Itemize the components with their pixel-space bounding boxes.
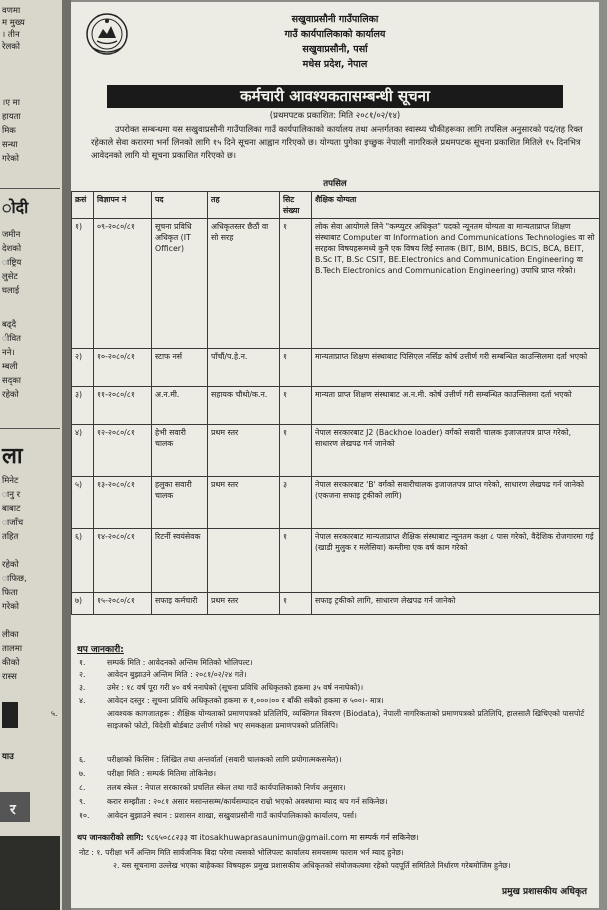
adjacent-text-line: फिता xyxy=(2,588,18,598)
municipality-name: सखुवाप्रसौनी गाउँपालिका xyxy=(291,14,379,25)
cell-seats: १ xyxy=(280,219,312,349)
info-item xyxy=(79,657,591,669)
cell-seats: ३ xyxy=(280,477,312,529)
contact-label: थप जानकारीको लागि: xyxy=(77,833,144,842)
info-item xyxy=(79,810,591,822)
info-item-number: ४. xyxy=(79,696,86,705)
adjacent-text-line: गरेको xyxy=(2,154,19,164)
info-item-text: करार सम्झौता : २०८१ असार मसान्तसम्म/कार्यसम्पादन राम्रो भएको अवस्थामा म्याद थप गर्न सकिनेछ। xyxy=(107,797,388,806)
table-row xyxy=(72,219,600,349)
cell-adv-no: ११-२०८०/८१ xyxy=(94,387,152,425)
office-name: गाउँ कार्यपालिकाको कार्यालय xyxy=(284,29,386,40)
cell-qualification: नेपाल सरकारबाट मान्यताप्राप्त शैक्षिक संस्थाबाट न्यूनतम कक्षा ८ पास गरेको, वैदेशिक रोजगारमा गई (खाडी मुलुक र मलेसिया) कम्तीमा एक वर्ष काम गरेको xyxy=(312,529,600,593)
notice-title: कर्मचारी आवश्यकतासम्बन्धी सूचना xyxy=(107,85,563,108)
adjacent-text-line: ।ए मा xyxy=(2,98,20,108)
publication-date: (प्रथमपटक प्रकाशित: मिति २०८१/०२/१४) xyxy=(269,111,401,121)
info-item xyxy=(79,682,591,694)
cell-post: हेभी सवारी चालक xyxy=(152,425,208,477)
cell-sn: ४) xyxy=(72,425,94,477)
info-item-text: आवेदन बुझाउने स्थान : प्रशासन शाखा, सखुवाप्रसौनी गाउँ कार्यपालिकाको कार्यालय, पर्सा। xyxy=(107,811,357,820)
table-row xyxy=(72,529,600,593)
info-item-text: तलब स्केल : नेपाल सरकारको प्रचलित स्केल तथा गाउँ कार्यपालिकाको निर्णय अनुसार। xyxy=(107,783,346,792)
info-item-text: आवेदन बुझाउने अन्तिम मिति : २०८१/०२/२४ गते। xyxy=(107,670,247,679)
page-fold-shadow xyxy=(62,0,71,910)
cell-level xyxy=(208,529,280,593)
adjacent-text-line: कीको xyxy=(2,658,20,668)
cell-qualification: नेपाल सरकारबाट J2 (Backhoe loader) वर्गको सवारी चालक इजाजतपत्र प्राप्त गरेको, साधारण लेखपढ गर्न जानेको xyxy=(312,425,600,477)
adjacent-text-line: मिनेट xyxy=(2,476,19,486)
note-item: नोट : १. परीक्षा भर्ने अन्तिम मिति सार्वजनिक बिदा परेमा त्यसको भोलिपल्ट कार्यालय समयसम्म फाराम भर्न म्याद हुनेछ। xyxy=(79,848,404,857)
cell-qualification: सफाइ ट्रकीको लागि, साधारण लेखपढ गर्न जानेको xyxy=(312,593,600,615)
cell-post: सूचना प्रविधि अधिकृत (IT Officer) xyxy=(152,219,208,349)
adjacent-text-line: गरेको xyxy=(2,602,19,612)
intro-paragraph: उपरोक्त सम्बन्धमा यस सखुवाप्रसौनी गाउँपालिका गाउँ कार्यपालिकाको कार्यालय तथा अन्तर्गतका स्वास्थ्य चौकीहरूका लागि तपसिल अनुसारको पद/तह रिक्त रहेकाले सेवा करारमा भर्ना लिनको लागि १५ दिने सूचना आह्वान गरिएको छ। योग्यता पुगेका इच्छुक नेपाली नागरिकले प्रथमपटक सूचना प्रकाशित मितिले १५ दिनभित्र आवेदनको लागि यो सूचना प्रकाशित गरिएको छ। xyxy=(91,124,583,160)
info-item-text: उमेर : १८ वर्ष पूरा गरी ४० वर्ष ननाघेको (सूचना प्रविधि अधिकृतको हकमा ३५ वर्ष ननाघेको)। xyxy=(107,683,364,692)
adjacent-text-line: जमीन xyxy=(2,230,21,240)
cell-qualification: लोक सेवा आयोगले लिने "कम्प्युटर अधिकृत" पदको न्यूनतम योग्यता वा मान्यताप्राप्त शिक्षण संस्थाबाट Computer वा Information and Communications Technologies वा सो सरहका विषयहरूमध्ये कुनै एक विषय लिई स्नातक (BIT, BIM, BBIS, BCIS, BCA, BEIT, B.Sc IT, B.Sc CSIT, BE.Electronics and Communication Engineering वा B.Tech Electronics and Communication Engineering) उपाधि प्राप्त गरेको। xyxy=(312,219,600,349)
cell-adv-no: १३-२०८०/८१ xyxy=(94,477,152,529)
more-info-heading: थप जानकारी: xyxy=(77,645,124,655)
adjacent-text-line: वणमा xyxy=(2,6,21,16)
cell-post: स्टाफ नर्स xyxy=(152,349,208,387)
cell-post: रिटर्नी स्वयंसेवक xyxy=(152,529,208,593)
adjacent-text-line: बढ्दै xyxy=(2,320,17,330)
cell-level: प्रथम स्तर xyxy=(208,477,280,529)
cell-qualification: मान्यताप्राप्त शिक्षण संस्थाबाट पिसिएल नर्सिङ कोर्ष उत्तीर्ण गरी सम्बन्धित काउन्सिलमा दर्ता भएको xyxy=(312,349,600,387)
cell-post: अ.न.मी. xyxy=(152,387,208,425)
cell-sn: १) xyxy=(72,219,94,349)
cell-seats: १ xyxy=(280,387,312,425)
adjacent-text-line: । तीन xyxy=(2,30,20,40)
cell-sn: ६) xyxy=(72,529,94,593)
adjacent-text-line: रहेको xyxy=(2,560,19,570)
province-name: मधेस प्रदेश, नेपाल xyxy=(302,59,368,70)
cell-adv-no: ०९-२०८०/८१ xyxy=(94,219,152,349)
note-item: २. यस सूचनामा उल्लेख भएका बाहेकका विषयहरू प्रमुख प्रशासकीय अधिकृतको संयोजकत्वमा रहेको पदपूर्ति समितिले निर्धारण गरेबमोजिम हुनेछ। xyxy=(113,861,511,870)
column-header: विज्ञापन नं xyxy=(94,192,152,219)
cell-level: सहायक चौथो/क.न. xyxy=(208,387,280,425)
table-row xyxy=(72,593,600,615)
cell-seats: १ xyxy=(280,425,312,477)
table-row xyxy=(72,387,600,425)
column-header: शैक्षिक योग्यता xyxy=(312,192,600,219)
info-item-text: परीक्षा मिति : सम्पर्क मितिमा तोकिनेछ। xyxy=(107,769,217,778)
cell-level: प्रथम स्तर xyxy=(208,425,280,477)
cell-post: हलुका सवारी चालक xyxy=(152,477,208,529)
annex-label: तपसिल xyxy=(323,179,347,189)
adjacent-text-line: लीका xyxy=(2,630,19,640)
adjacent-heading: र xyxy=(10,802,16,818)
info-item xyxy=(79,754,591,766)
info-item xyxy=(79,669,591,681)
info-item-text: आवेदन दस्तुर : सूचना प्रविधि अधिकृतको हकमा रु १,०००।०० र बाँकी सबैको हकमा रु ५००।- मात्र। xyxy=(107,696,384,705)
info-item-number: ५. xyxy=(51,709,58,718)
column-header: क्रसं xyxy=(72,192,94,219)
notice-paper xyxy=(51,2,599,908)
info-item-number: ६. xyxy=(79,755,86,764)
adjacent-text-line: हायता xyxy=(2,112,21,122)
info-item-number: १. xyxy=(79,658,86,667)
cell-level: पाँचौं/प.हे.न. xyxy=(208,349,280,387)
cell-level: अधिकृतस्तर छैठौं वा सो सरह xyxy=(208,219,280,349)
adjacent-text-line: रेलको xyxy=(2,42,20,52)
adjacent-text-line: तालमा xyxy=(2,644,23,654)
adjacent-text-line: तहित xyxy=(2,532,19,542)
cell-seats: १ xyxy=(280,349,312,387)
info-item xyxy=(51,708,591,732)
table-header-row xyxy=(72,192,600,219)
info-item-number: ७. xyxy=(79,769,86,778)
adjacent-dark-area xyxy=(0,836,60,910)
adjacent-text-line: ाफिछ, xyxy=(2,574,27,584)
adjacent-column xyxy=(0,0,62,910)
cell-sn: ७) xyxy=(72,593,94,615)
adjacent-text-line: बाबाट xyxy=(2,504,21,514)
cell-adv-no: १४-२०८०/८१ xyxy=(94,529,152,593)
info-item xyxy=(79,768,591,780)
adjacent-text-line: लुसेट xyxy=(2,272,18,282)
info-item xyxy=(79,796,591,808)
vacancy-table xyxy=(71,191,600,615)
table-row xyxy=(72,425,600,477)
adjacent-text-line: रहेको xyxy=(2,390,19,400)
table-row xyxy=(72,477,600,529)
info-item-number: २. xyxy=(79,670,86,679)
cell-qualification: नेपाल सरकारबाट 'B' वर्गको सवारीचालक इजाजतपत्र प्राप्त गरेको, साधारण लेखपढ गर्न जानेको (एकजना सफाइ ट्रकीको लागि) xyxy=(312,477,600,529)
contact-details[interactable]: ९८६५०८८२३३ वा itosakhuwaprasaunimun@gmail.com मा सम्पर्क गर्न सकिनेछ। xyxy=(146,833,419,842)
cell-qualification: मान्यता प्राप्त शिक्षण संस्थाबाट अ.न.मी. कोर्ष उत्तीर्ण गरी सम्बन्धित काउन्सिलमा दर्ता भएको xyxy=(312,387,600,425)
column-header: सिट संख्या xyxy=(280,192,312,219)
info-item-number: १०. xyxy=(79,811,90,820)
adjacent-heading: ला xyxy=(2,444,23,469)
column-header: तह xyxy=(208,192,280,219)
adjacent-text-line: ानु र xyxy=(2,490,21,500)
info-item-number: ८. xyxy=(79,783,86,792)
cell-adv-no: १२-२०८०/८१ xyxy=(94,425,152,477)
adjacent-text-line: घलाई xyxy=(2,286,20,296)
info-item xyxy=(79,695,591,707)
adjacent-divider xyxy=(0,188,60,189)
cell-seats: १ xyxy=(280,593,312,615)
table-row xyxy=(72,349,600,387)
cell-sn: ३) xyxy=(72,387,94,425)
cell-adv-no: १०-२०८०/८१ xyxy=(94,349,152,387)
adjacent-text-line: म्बली xyxy=(2,362,18,372)
info-item xyxy=(79,782,591,794)
adjacent-text-line: सन्धा xyxy=(2,140,18,150)
adjacent-text-line: ाजाँच xyxy=(2,518,24,528)
office-location: सखुवाप्रसौनी, पर्सा xyxy=(302,44,368,55)
adjacent-divider xyxy=(0,428,60,429)
info-item-number: ९. xyxy=(79,797,86,806)
adjacent-text-line: देशको xyxy=(2,244,22,254)
cell-level: प्रथम स्तर xyxy=(208,593,280,615)
cell-sn: ५) xyxy=(72,477,94,529)
contact-line xyxy=(77,832,593,843)
adjacent-text-line: म मुख्य xyxy=(2,18,25,28)
info-item-text: सम्पर्क मिति : आवेदनको अन्तिम मितिको भोलिपल्ट। xyxy=(107,658,253,667)
adjacent-black-block xyxy=(2,702,18,728)
info-item-number: ३. xyxy=(79,683,86,692)
adjacent-text-line: याउ xyxy=(2,752,14,762)
info-item-text: आवश्यक कागजातहरू : शैक्षिक योग्यताको प्रमाणपत्रको प्रतिलिपि, व्यक्तिगत विवरण (Biodata), नेपाली नागरिकताको प्रमाणपत्रको प्रतिलिपि, हालसालै खिचिएको पासपोर्ट साइजको फोटो, विदेशी बोर्डबाट उत्तीर्ण गरेको भए समकक्षता प्रमाणपत्रको प्रतिलिपि। xyxy=(107,709,585,730)
adjacent-text-line: सद्का xyxy=(2,376,21,386)
cell-adv-no: १५-२०८०/८१ xyxy=(94,593,152,615)
adjacent-text-line: रास्स xyxy=(2,672,17,682)
adjacent-text-line: ाष्ट्रिय xyxy=(2,258,22,268)
adjacent-text-line: ीवित xyxy=(2,334,22,344)
signatory-title: प्रमुख प्रशासकीय अधिकृत xyxy=(501,887,587,897)
info-item-text: परीक्षाको किसिम : लिखित तथा अन्तर्वार्ता (सवारी चालकको लागि प्रयोगात्मकसमेत)। xyxy=(107,755,342,764)
column-header: पद xyxy=(152,192,208,219)
adjacent-text-line: नने। xyxy=(2,348,15,358)
adjacent-text-line: मिक xyxy=(2,126,16,136)
cell-post: सफाइ कर्मचारी xyxy=(152,593,208,615)
cell-seats: १ xyxy=(280,529,312,593)
cell-sn: २) xyxy=(72,349,94,387)
adjacent-heading: ोदी xyxy=(2,198,29,217)
